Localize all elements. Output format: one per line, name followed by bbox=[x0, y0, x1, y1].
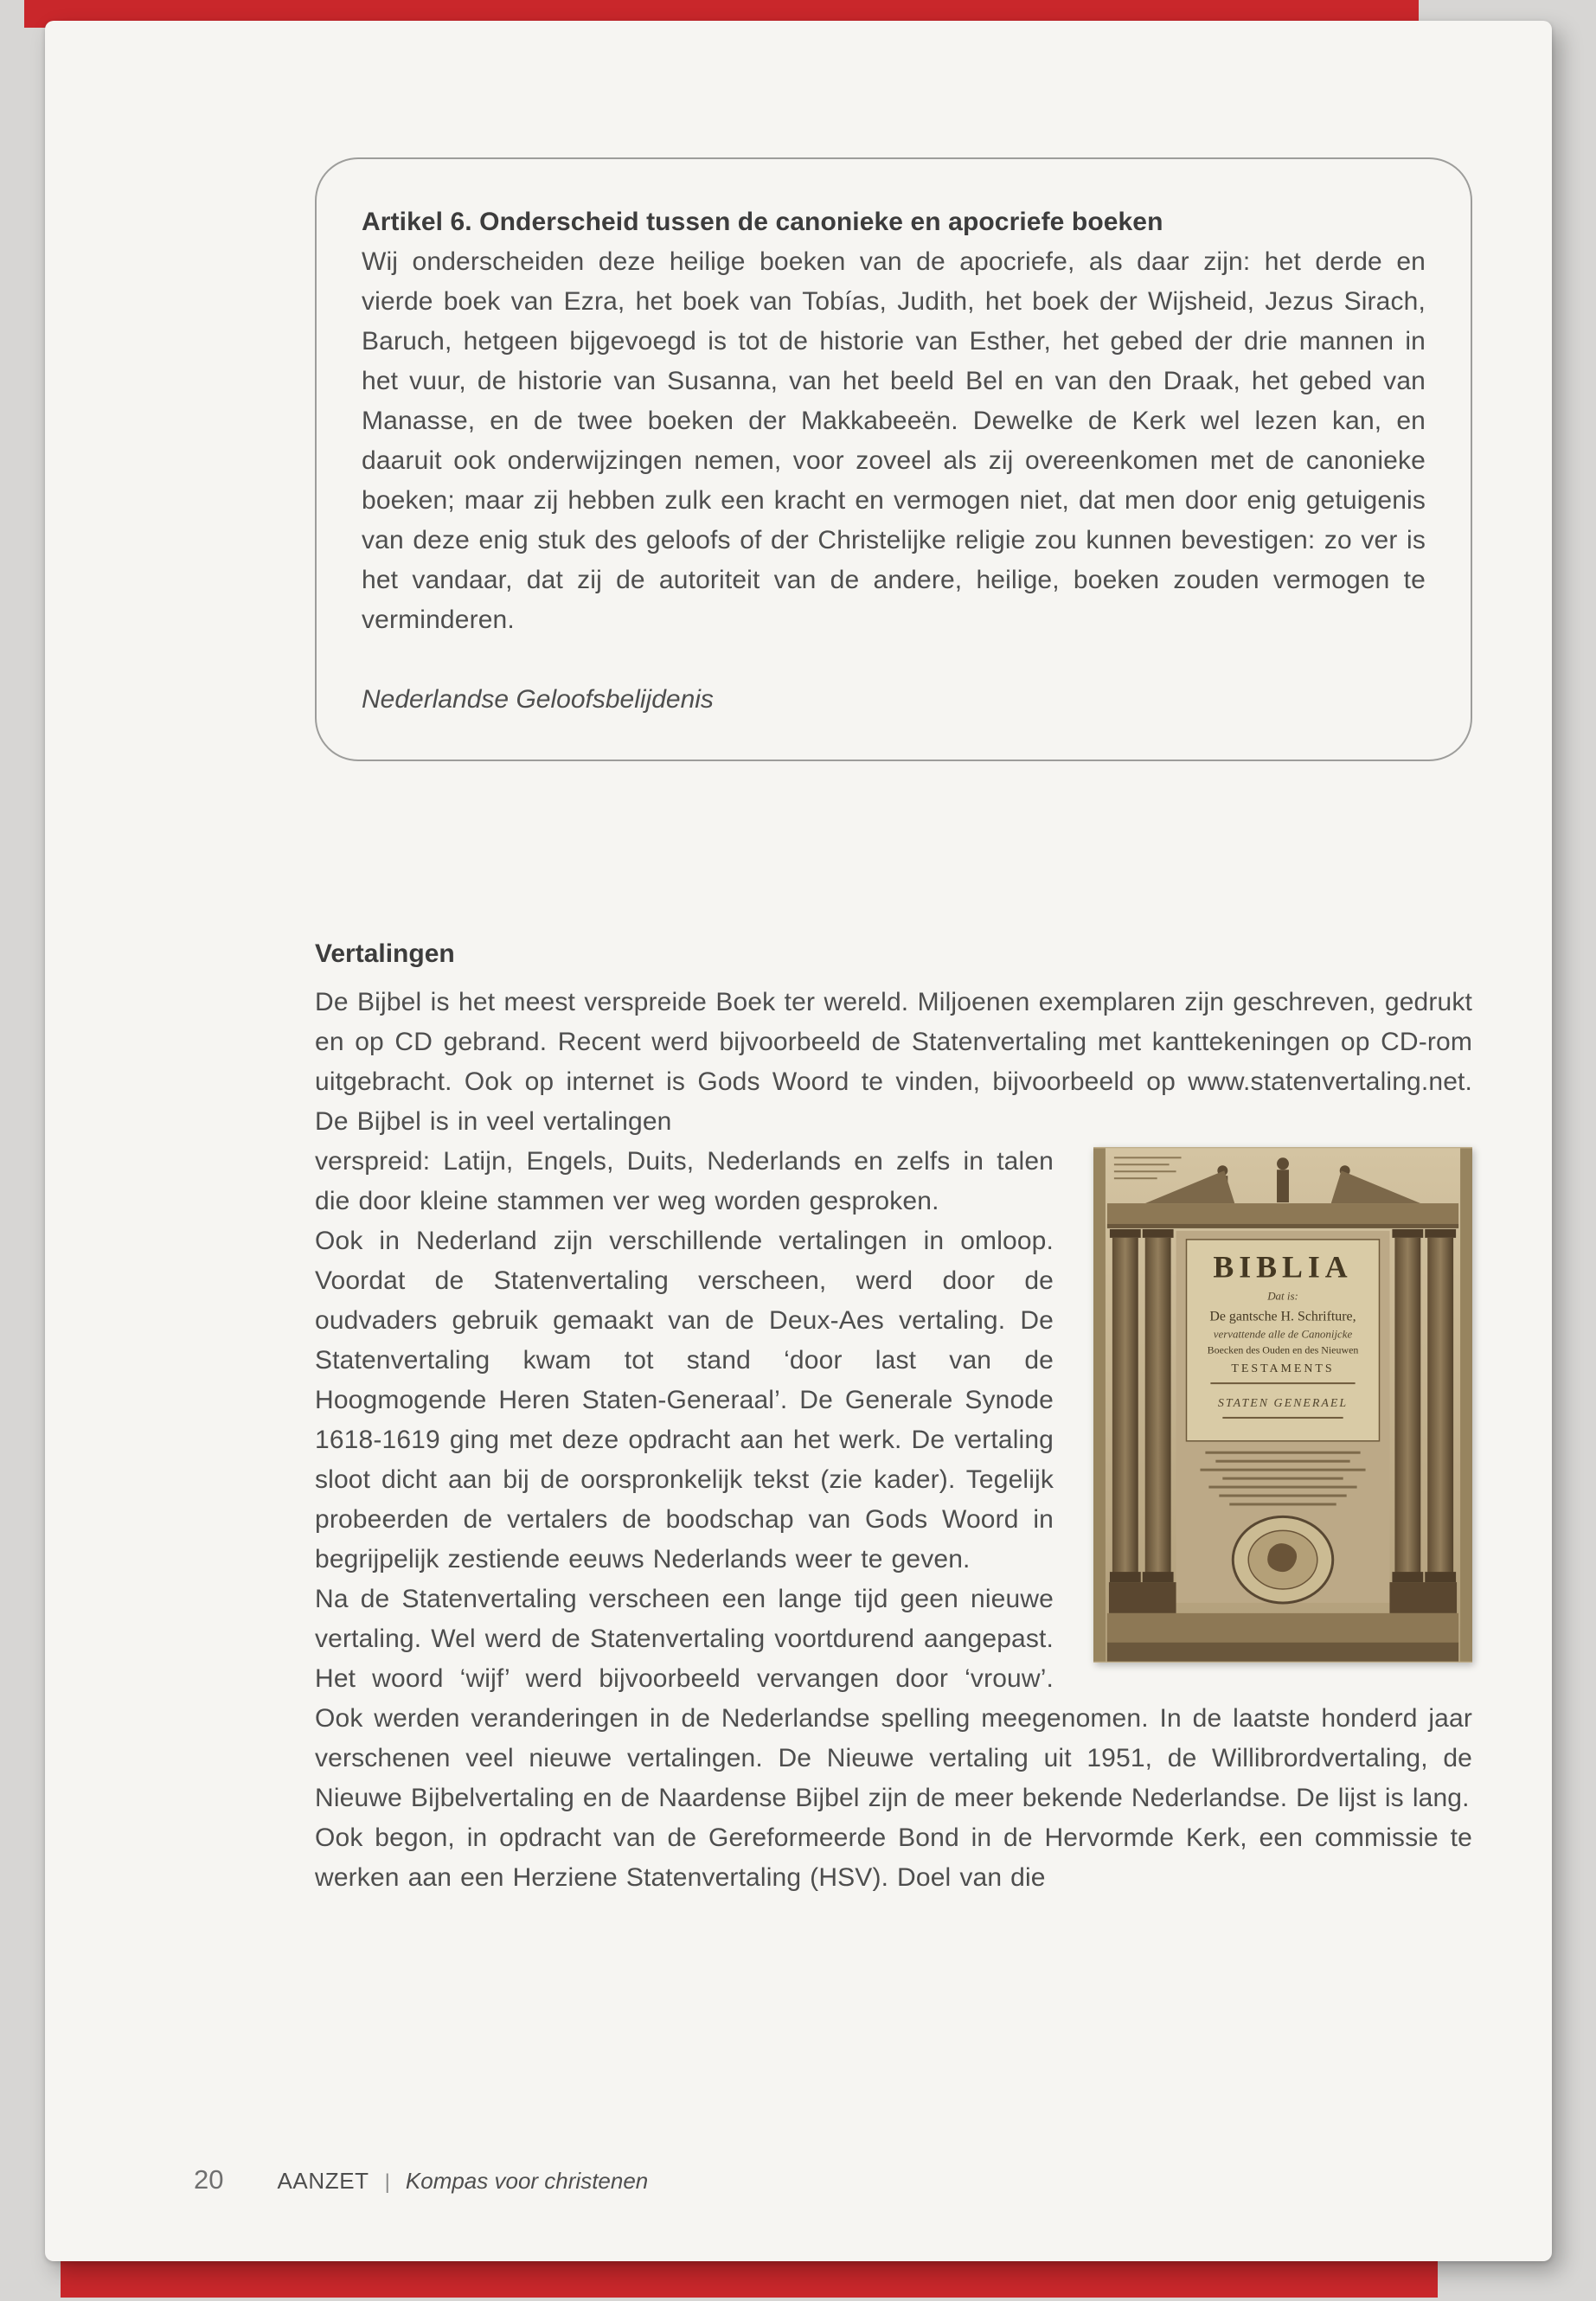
section-heading: Vertalingen bbox=[315, 939, 455, 968]
footer-separator: | bbox=[384, 2170, 390, 2194]
page-number: 20 bbox=[194, 2164, 224, 2195]
biblia-staten-generael-text: STATEN GENERAEL bbox=[1217, 1396, 1349, 1410]
paragraph-later-translations: Na de Statenvertaling verscheen een lange tijd geen nieuwe vertaling. Wel werd de Statenvertaling voortdurend aangepast. Het woord ‘wijf’ werd bijvoorbeeld vervangen door ‘vrouw’. Ook werden veranderingen in de Nederlandse spelling meegenomen. In de laatste honderd jaar verschenen veel nieuwe vertalingen. De Nieuwe vertaling uit 1951, de Willibrordvertaling, de Nieuwe Bijbelvertaling en de Naardense Bijbel zijn de meer bekende Nederlandse. De lijst is lang. bbox=[315, 1585, 1472, 1812]
paragraph-bible-spread-continued: verspreid: Latijn, Engels, Duits, Nederlands en zelfs in talen die door kleine stammen ver weg worden gesproken. bbox=[315, 1147, 1054, 1215]
biblia-subtitle-line3: Boecken des Ouden en des Nieuwen bbox=[1207, 1343, 1359, 1356]
article-box-attribution: Nederlandse Geloofsbelijdenis bbox=[362, 685, 714, 714]
book-cover-bottom-edge bbox=[61, 2256, 1438, 2298]
paragraph-hsv: Ook begon, in opdracht van de Gereformeerde Bond in de Hervormde Kerk, een commissie te werken aan een Herziene Statenvertaling (HSV). Doel van die bbox=[315, 1823, 1472, 1892]
biblia-subtitle-line1: De gantsche H. Schrifture, bbox=[1209, 1309, 1356, 1324]
scanned-book-page bbox=[45, 21, 1552, 2261]
main-text-column bbox=[315, 934, 1472, 1898]
biblia-title-text: BIBLIA bbox=[1213, 1249, 1353, 1285]
footer-series-title: AANZET bbox=[277, 2168, 369, 2194]
biblia-subtitle-testaments: TESTAMENTS bbox=[1231, 1362, 1335, 1376]
article-box-body: Wij onderscheiden deze heilige boeken van de apocriefe, als daar zijn: het derde en vierde boek van Ezra, het boek van Tobías, Judith, het boek der Wijsheid, Jezus Sirach, Baruch, hetgeen bijgevoegd is tot de historie van Esther, het gebed der drie mannen in het vuur, de historie van Susanna, van het beeld Bel en van den Draak, het gebed van Manasse, en de twee boeken der Makkabeeën. Dewelke de Kerk wel lezen kan, en daaruit ook onderwijzingen nemen, voor zoveel als zij overeenkomen met de canonieke boeken; maar zij hebben zulk een kracht en vermogen niet, dat men door enig getuigenis van deze enig stuk des geloofs of der Christelijke religie zou kunnen bevestigen: zo ver is het vandaar, dat zij de autoriteit van de andere, heilige, boeken zouden vermogen te verminderen. bbox=[362, 247, 1426, 634]
statenbijbel-engraving-drawing bbox=[1093, 1147, 1472, 1663]
paragraph-statenvertaling-history: Ook in Nederland zijn verschillende vertalingen in omloop. Voordat de Statenvertaling verscheen, werd door de oudvaders gebruik gemaakt van de Deux-Aes vertaling. De Statenvertaling kwam tot stand ‘door last van de Hoogmogende Heren Staten-Generaal’. De Generale Synode 1618-1619 ging met deze opdracht aan het werk. De vertaling sloot dicht aan bij de oorspronkelijk tekst (zie kader). Tegelijk probeerden de vertalers de boodschap van Gods Woord in begrijpelijk zestiende eeuws Nederlands weer te geven. bbox=[315, 1227, 1054, 1574]
footer-chapter-title: Kompas voor christenen bbox=[405, 2168, 649, 2194]
article-callout-box bbox=[315, 157, 1472, 761]
lion-cartouche bbox=[1233, 1516, 1332, 1603]
biblia-subtitle-datis: Dat is: bbox=[1267, 1289, 1298, 1303]
biblia-subtitle-line2: vervattende alle de Canonijcke bbox=[1213, 1327, 1353, 1341]
paragraph-bible-spread: De Bijbel is het meest verspreide Boek ter wereld. Miljoenen exemplaren zijn geschreven, gedrukt en op CD gebrand. Recent werd bijvoorbeeld de Statenvertaling met kanttekeningen op CD-rom uitgebracht. Ook op internet is Gods Woord te vinden, bijvoorbeeld op www.statenvertaling.net. De Bijbel is in veel vertalingen bbox=[315, 988, 1472, 1136]
statenbijbel-engraving-image bbox=[1093, 1147, 1472, 1663]
article-box-title: Artikel 6. Onderscheid tussen de canonieke en apocriefe boeken bbox=[362, 208, 1163, 236]
page-footer bbox=[194, 2164, 648, 2195]
